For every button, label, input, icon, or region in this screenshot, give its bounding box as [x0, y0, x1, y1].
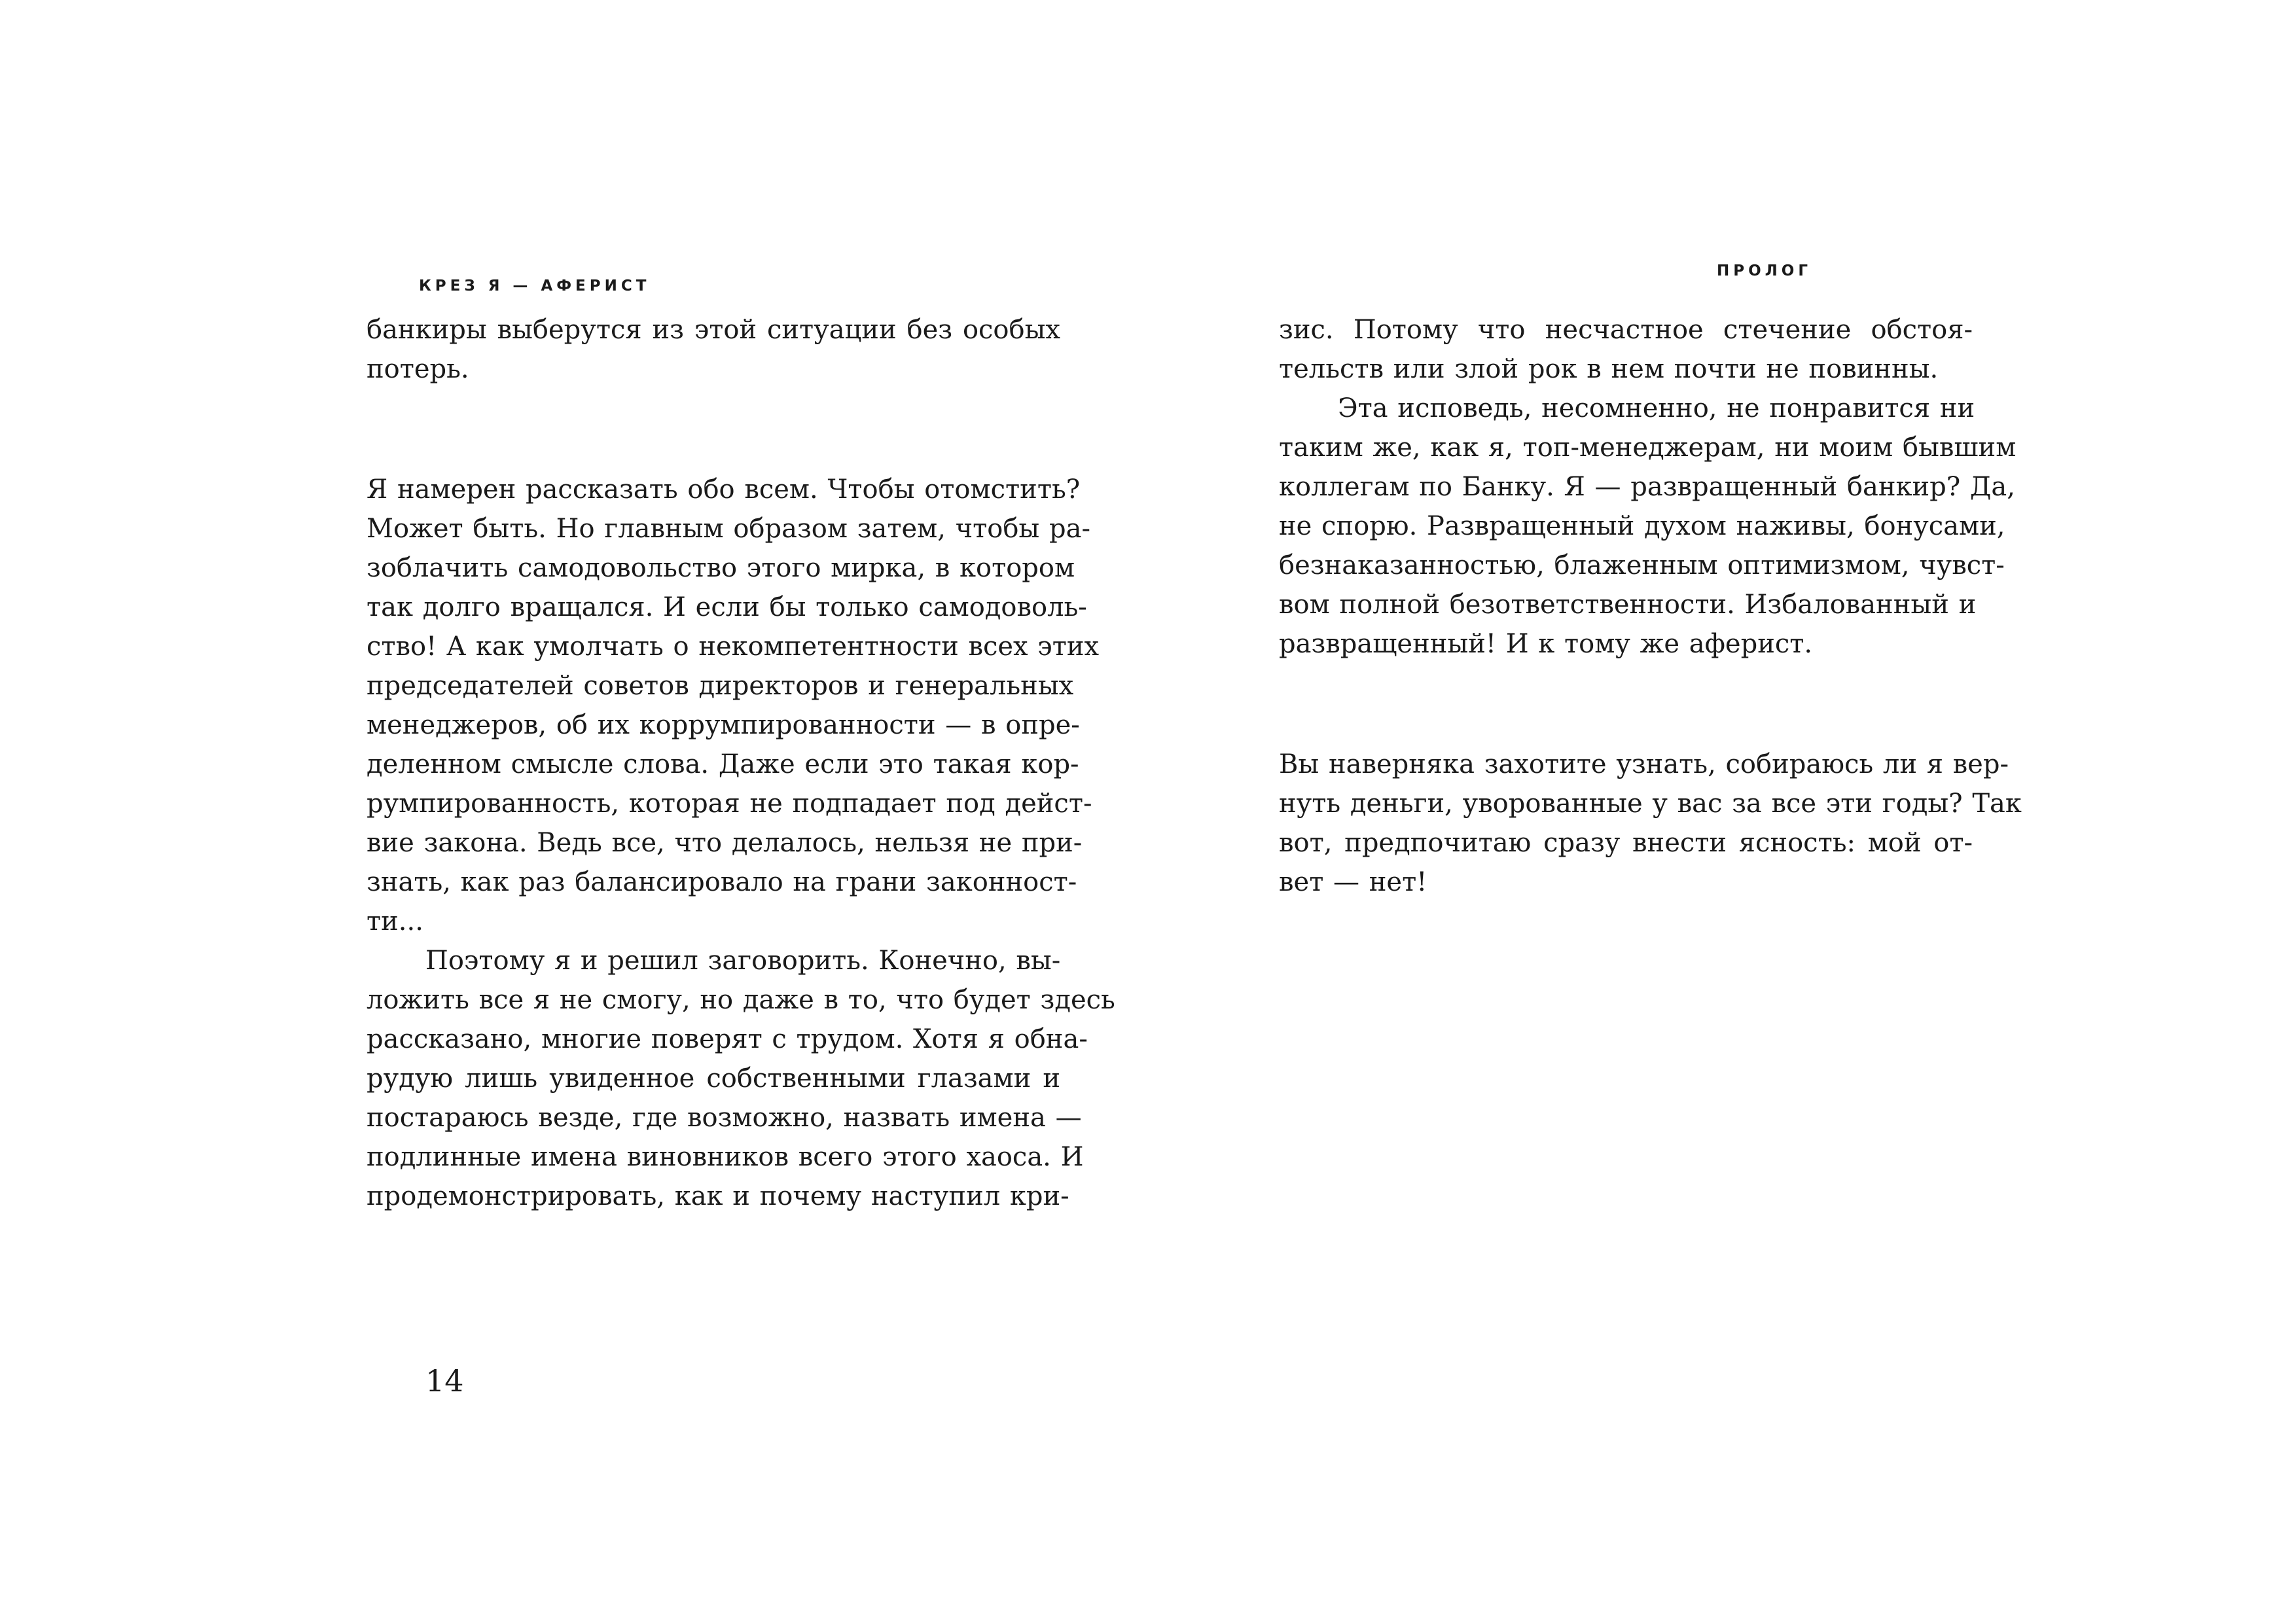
text-line: Я намерен рассказать обо всем. Чтобы отомстить?	[367, 474, 1081, 505]
text-line: Эта исповедь, несомненно, не понравится ни	[1338, 393, 1975, 423]
text-line: вие закона. Ведь все, что делалось, нельзя не при-	[367, 828, 1083, 858]
text-line: вом полной безответственности. Избалованный и	[1279, 590, 1977, 620]
text-line: подлинные имена виновников всего этого хаоса. И	[367, 1142, 1084, 1172]
text-line: банкиры выберутся из этой ситуации без особых	[367, 315, 1060, 345]
text-line: менеджеров, об их коррумпированности — в опре-	[367, 710, 1080, 740]
text-line: так долго вращался. И если бы только самодоволь-	[367, 592, 1087, 622]
text-line: не спорю. Развращенный духом наживы, бонусами,	[1279, 511, 2005, 541]
text-line: таким же, как я, топ-менеджерам, ни моим бывшим	[1279, 433, 2017, 463]
text-line: постараюсь везде, где возможно, назвать имена —	[367, 1103, 1082, 1133]
text-line: Может быть. Но главным образом затем, чтобы ра-	[367, 514, 1090, 544]
text-line: Вы наверняка захотите узнать, собираюсь ли я вер-	[1279, 749, 2009, 779]
text-line: коллегам по Банку. Я — развращенный банкир? Да,	[1279, 472, 2015, 502]
text-line: ложить все я не смогу, но даже в то, что будет здесь	[367, 985, 1115, 1015]
text-line: рассказано, многие поверят с трудом. Хотя я обна-	[367, 1024, 1088, 1054]
paragraph	[367, 310, 1060, 389]
text-line: продемонстрировать, как и почему наступил кри-	[367, 1181, 1069, 1211]
page-number: 14	[425, 1363, 464, 1399]
paragraph	[1279, 310, 1973, 389]
text-line: Поэтому я и решил заговорить. Конечно, вы-	[425, 946, 1061, 976]
text-line: нуть деньги, уворованные у вас за все эти годы? Так	[1279, 789, 2022, 819]
text-line: безнаказанностью, блаженным оптимизмом, чувст-	[1279, 550, 2005, 580]
text-line: потерь.	[367, 354, 469, 384]
text-line: вот, предпочитаю сразу внести ясность: мой от-	[1279, 828, 1973, 858]
paragraph	[1279, 745, 2022, 902]
text-line: председателей советов директоров и генеральных	[367, 671, 1074, 701]
text-line: ство! А как умолчать о некомпетентности всех этих	[367, 632, 1100, 662]
text-line: деленном смысле слова. Даже если это такая кор-	[367, 749, 1079, 779]
text-line: тельств или злой рок в нем почти не повинны.	[1279, 354, 1939, 384]
paragraph	[367, 470, 1100, 941]
paragraph	[1279, 389, 2017, 664]
paragraph	[367, 941, 1115, 1216]
text-line: ти...	[367, 906, 423, 936]
text-line: знать, как раз балансировало на грани законност-	[367, 867, 1077, 897]
text-line: румпированность, которая не подпадает под дейст-	[367, 789, 1092, 819]
right-page	[1148, 0, 2296, 1623]
text-line: зоблачить самодовольство этого мирка, в котором	[367, 553, 1075, 583]
text-line: развращенный! И к тому же аферист.	[1279, 629, 1813, 659]
running-head-right: ПРОЛОГ	[1717, 262, 1812, 279]
text-line: зис. Потому что несчастное стечение обстоя-	[1279, 315, 1973, 345]
running-head-left: КРЕЗ Я — АФЕРИСТ	[419, 277, 651, 294]
text-line: вет — нет!	[1279, 867, 1427, 897]
text-line: рудую лишь увиденное собственными глазами и	[367, 1063, 1060, 1094]
